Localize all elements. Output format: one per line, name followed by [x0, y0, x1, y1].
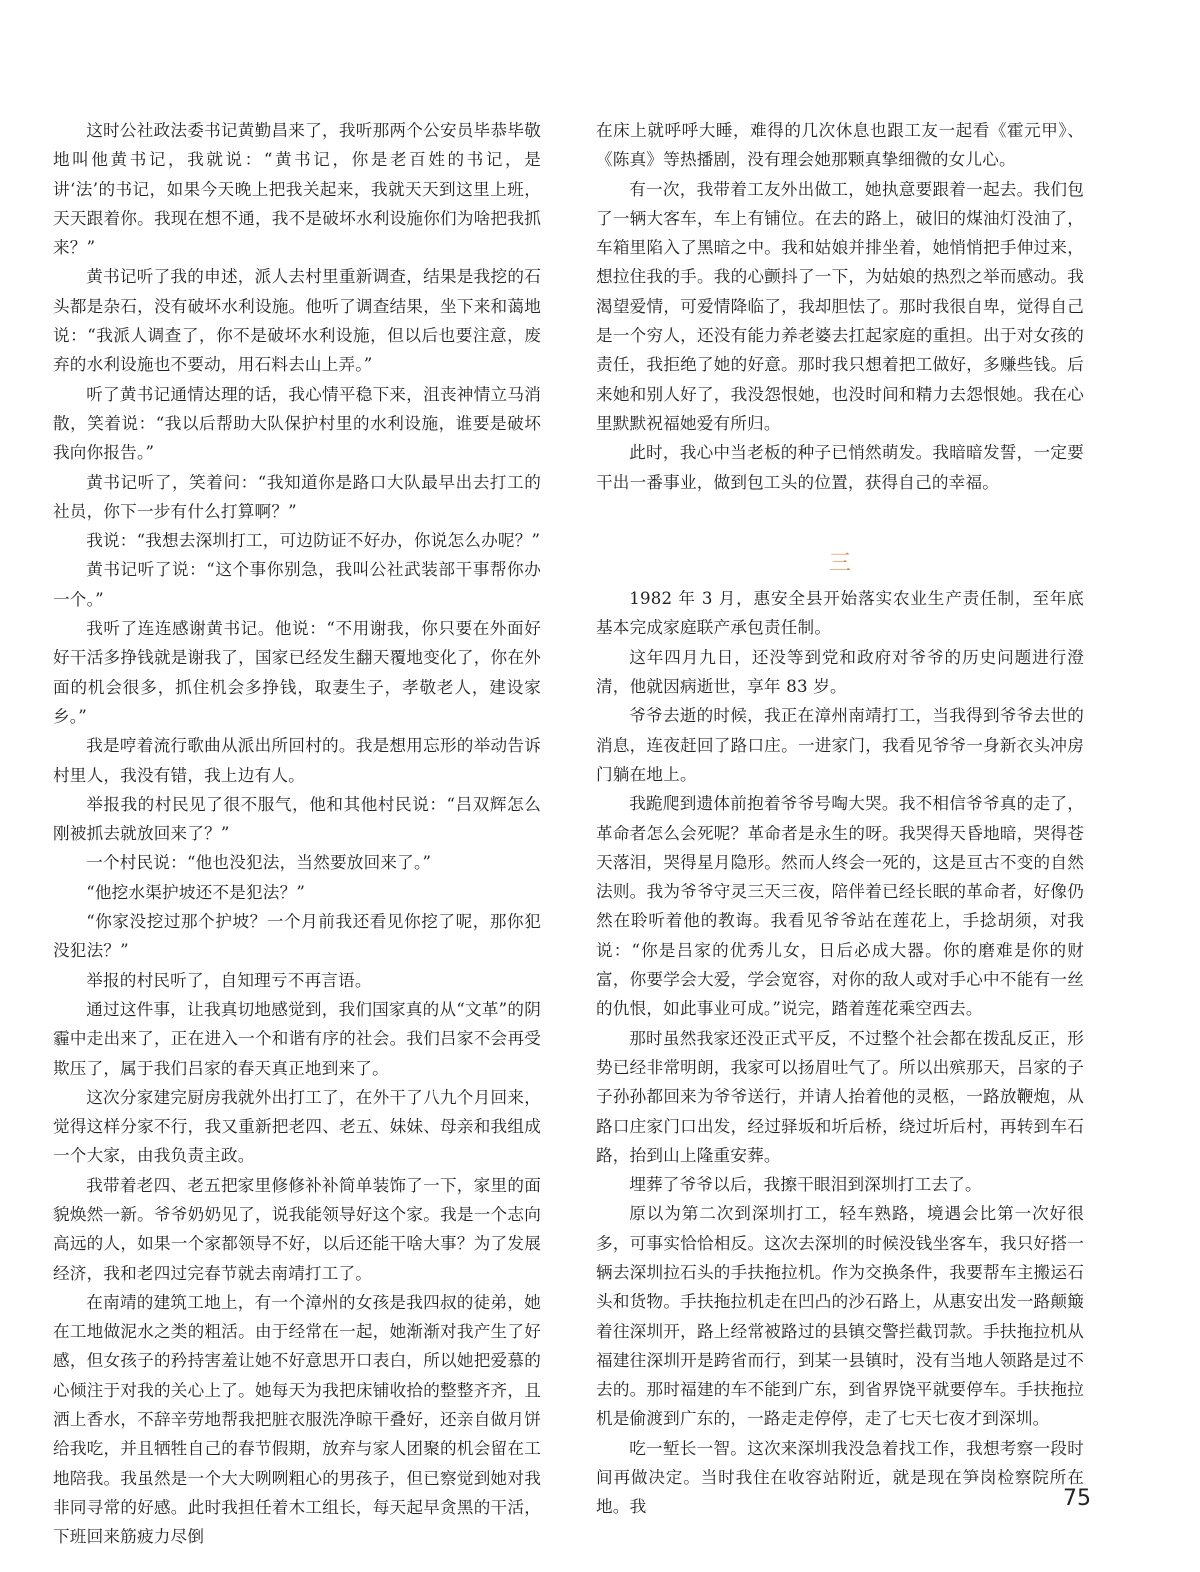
paragraph: 我说：“我想去深圳打工，可边防证不好办，你说怎么办呢？” [86, 531, 541, 551]
paragraph: 通过这件事，让我真切地感觉到，我们国家真的从“文革”的阴霾中走出来了，正在进入一个和谐有序的社会。我们吕家不会再受欺压了，属于我们吕家的春天真正地到来了。 [53, 999, 541, 1078]
paragraph: 此时，我心中当老板的种子已悄然萌发。我暗暗发誓，一定要干出一番事业，做到包工头的位置，获得自己的幸福。 [596, 443, 1084, 492]
paragraph: 这次分家建完厨房我就外出打工了，在外干了八九个月回来，觉得这样分家不行，我又重新把老四、老五、妹妹、母亲和我组成一个大家，由我负责主政。 [53, 1087, 541, 1166]
right-column [596, 116, 1084, 1522]
paragraph: 黄书记听了我的申述，派人去村里重新调查，结果是我挖的石头都是杂石，没有破坏水利设施。他听了调查结果，坐下来和蔼地说：“我派人调查了，你不是破坏水利设施，但以后也要注意，废弃的水利设施也不要动，用石料去山上弄。” [53, 267, 541, 375]
paragraph: 我带着老四、老五把家里修修补补简单装饰了一下，家里的面貌焕然一新。爷爷奶奶见了，说我能领导好这个家。我是一个志向高远的人，如果一个家都领导不好，以后还能干啥大事？为了发展经济，我和老四过完春节就去南靖打工了。 [53, 1175, 541, 1283]
paragraph: 有一次，我带着工友外出做工，她执意要跟着一起去。我们包了一辆大客车，车上有铺位。在去的路上，破旧的煤油灯没油了，车箱里陷入了黑暗之中。我和姑娘并排坐着，她悄悄把手伸过来，想拉住我的手。我的心颤抖了一下，为姑娘的热烈之举而感动。我渴望爱情，可爱情降临了，我却胆怯了。那时我很自卑，觉得自己是一个穷人，还没有能力养老婆去扛起家庭的重担。出于对女孩的责任，我拒绝了她的好意。那时我只想着把工做好，多赚些钱。后来她和别人好了，我没怨恨她，也没时间和精力去怨恨她。我在心里默默祝福她爱有所归。 [596, 179, 1084, 433]
paragraph: 那时虽然我家还没正式平反，不过整个社会都在拨乱反正，形势已经非常明朗，我家可以扬眉吐气了。所以出殡那天，吕家的子子孙孙都回来为爷爷送行，并请人抬着他的灵柩，一路放鞭炮，从路口庄家门口出发，经过驿坂和圻后桥，绕过圻后村，再转到车石路，抬到山上隆重安葬。 [596, 1028, 1084, 1165]
paragraph-continued: 在床上就呼呼大睡，难得的几次休息也跟工友一起看《霍元甲》、《陈真》等热播剧，没有理会她那颗真挚细微的女儿心。 [596, 121, 1084, 170]
left-column [53, 116, 541, 1552]
paragraph: 举报我的村民见了很不服气，他和其他村民说：“吕双辉怎么刚被抓去就放回来了？” [53, 794, 541, 844]
paragraph: “你家没挖过那个护坡？一个月前我还看见你挖了呢，那你犯没犯法？” [53, 912, 541, 961]
paragraph: 我是哼着流行歌曲从派出所回村的。我是想用忘形的举动告诉村里人，我没有错，我上边有人。 [53, 736, 541, 785]
paragraph: 1982 年 3 月，惠安全县开始落实农业生产责任制，至年底基本完成家庭联产承包责任制。 [596, 589, 1084, 638]
paragraph: 这年四月九日，还没等到党和政府对爷爷的历史问题进行澄清，他就因病逝世，享年 83 岁。 [596, 647, 1084, 697]
paragraph: 这时公社政法委书记黄勤昌来了，我听那两个公安员毕恭毕敬地叫他黄书记，我就说：“黄书记，你是老百姓的书记，是讲‘法’的书记，如果今天晚上把我关起来，我就天天到这里上班，天天跟着你。我现在想不通，我不是破坏水利设施你们为啥把我抓来？” [53, 121, 541, 258]
paragraph: 爷爷去逝的时候，我正在漳州南靖打工，当我得到爷爷去世的消息，连夜赶回了路口庄。一进家门，我看见爷爷一身新衣头冲房门躺在地上。 [596, 706, 1084, 784]
paragraph: “他挖水渠护坡还不是犯法？” [86, 882, 306, 902]
paragraph: 举报的村民听了，自知理亏不再言语。 [86, 970, 372, 990]
paragraph: 原以为第二次到深圳打工，轻车熟路，境遇会比第一次好很多，可事实恰恰相反。这次去深圳的时候没钱坐客车，我只好搭一辆去深圳拉石头的手扶拖拉机。作为交换条件，我要帮车主搬运石头和货物。手扶拖拉机走在凹凸的沙石路上，从惠安出发一路颠簸着往深圳开，路上经常被路过的县镇交警拦截罚款。手扶拖拉机从福建往深圳开是跨省而行，到某一县镇时，没有当地人领路是过不去的。那时福建的车不能到广东，到省界饶平就要停车。手扶拖拉机是偷渡到广东的，一路走走停停，走了七天七夜才到深圳。 [596, 1204, 1084, 1429]
paragraph: 吃一堑长一智。这次来深圳我没急着找工作，我想考察一段时间再做决定。当时我住在收容站附近，就是现在笋岗检察院所在地。我 [596, 1438, 1084, 1517]
paragraph: 我听了连连感谢黄书记。他说：“不用谢我，你只要在外面好好干活多挣钱就是谢我了，国家已经发生翻天覆地变化了，你在外面的机会很多，抓住机会多挣钱，取妻生子，孝敬老人，建设家乡。” [53, 619, 541, 726]
section-heading: 三 [828, 550, 851, 576]
paragraph: 一个村民说：“他也没犯法，当然要放回来了。” [86, 853, 432, 873]
paragraph: 黄书记听了，笑着问：“我知道你是路口大队最早出去打工的社员，你下一步有什么打算啊？” [53, 472, 541, 521]
paragraph: 黄书记听了说：“这个事你别急，我叫公社武装部干事帮你办一个。” [53, 560, 541, 609]
page-number: 75 [1063, 1486, 1091, 1511]
paragraph: 埋葬了爷爷以后，我擦干眼泪到深圳打工去了。 [629, 1175, 982, 1195]
paragraph: 听了黄书记通情达理的话，我心情平稳下来，沮丧神情立马消散，笑着说：“我以后帮助大队保护村里的水利设施，谁要是破坏我向你报告。” [53, 384, 541, 463]
paragraph: 我跪爬到遗体前抱着爷爷号啕大哭。我不相信爷爷真的走了，革命者怎么会死呢？革命者是永生的呀。我哭得天昏地暗，哭得苍天落泪，哭得星月隐形。然而人终会一死的，这是亘古不变的自然法则。我为爷爷守灵三天三夜，陪伴着已经长眠的革命者，好像仍然在聆听着他的教诲。我看见爷爷站在莲花上，手捻胡须，对我说：“你是吕家的优秀儿女，日后必成大器。你的磨难是你的财富，你要学会大爱，学会宽容，对你的敌人或对手心中不能有一丝的仇恨，如此事业可成。”说完，踏着莲花乘空西去。 [596, 794, 1084, 1019]
paragraph: 在南靖的建筑工地上，有一个漳州的女孩是我四叔的徒弟，她在工地做泥水之类的粗活。由于经常在一起，她渐渐对我产生了好感，但女孩子的矜持害羞让她不好意思开口表白，所以她把爱慕的心倾注于对我的关心上了。她每天为我把床铺收拾的整整齐齐，且洒上香水，不辞辛劳地帮我把脏衣服洗净晾干叠好，还亲自做月饼给我吃，并且牺牲自己的春节假期，放弃与家人团聚的机会留在工地陪我。我虽然是一个大大咧咧粗心的男孩子，但已察觉到她对我非同寻常的好感。此时我担任着木工组长，每天起早贪黑的干活，下班回来筋疲力尽倒 [53, 1292, 541, 1547]
